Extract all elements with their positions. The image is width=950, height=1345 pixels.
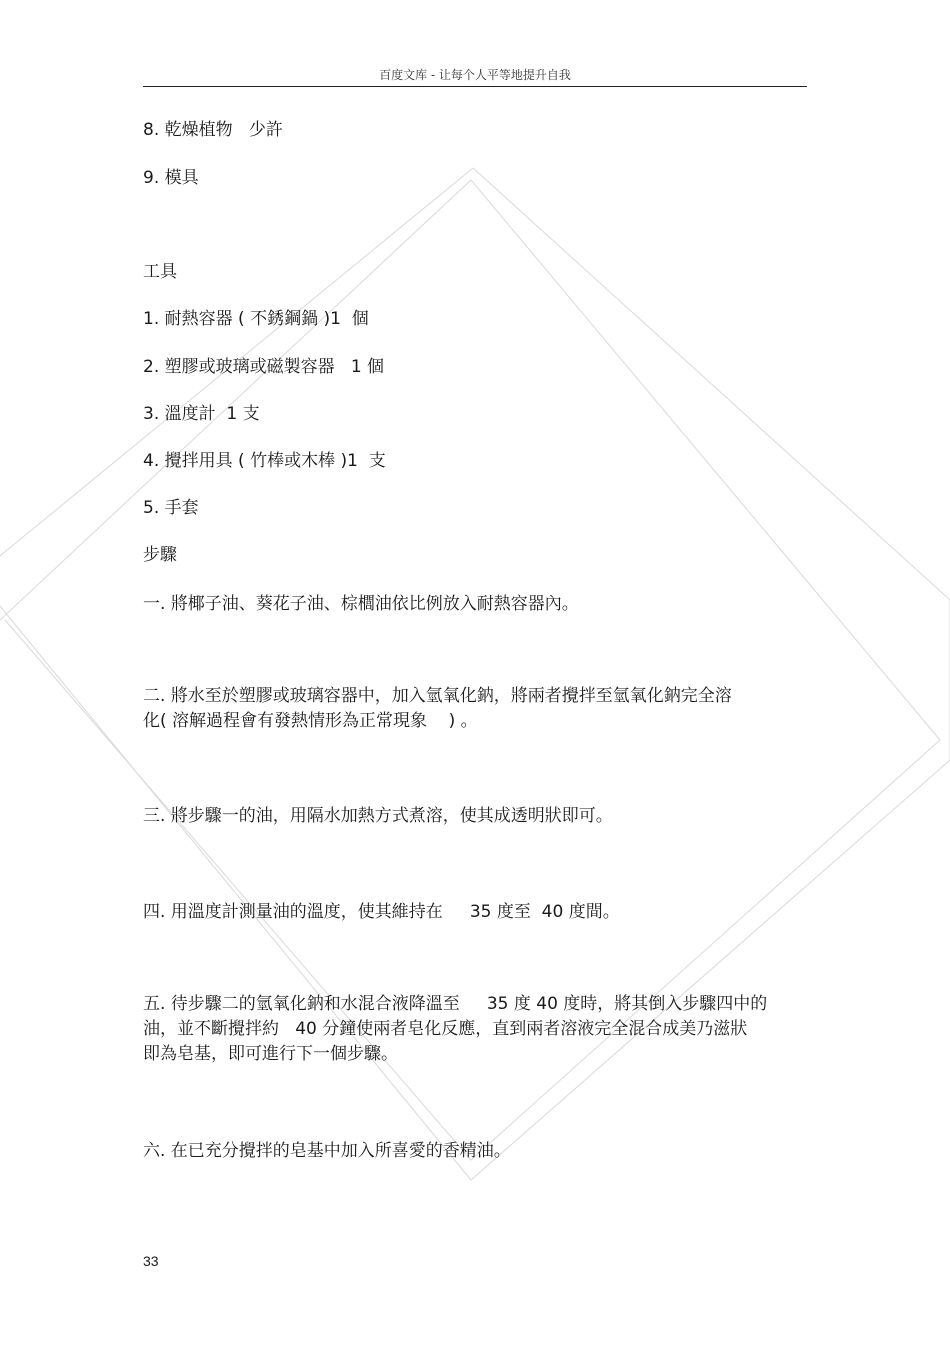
step-5-line-3: 即為皂基，即可進行下一個步驟。 — [143, 1044, 398, 1064]
step-5-line-2: 油，並不斷攪拌約 40 分鐘使兩者皂化反應，直到兩者溶液完全混合成美乃滋狀 — [143, 1019, 748, 1039]
material-item-9: 9. 模具 — [143, 168, 199, 188]
step-6: 六. 在已充分攪拌的皂基中加入所喜愛的香精油。 — [143, 1141, 511, 1161]
step-2-line-1: 二. 將水至於塑膠或玻璃容器中，加入氫氧化鈉，將兩者攪拌至氫氧化鈉完全溶 — [143, 686, 732, 706]
tool-item-4: 4. 攪拌用具 ( 竹棒或木棒 )1 支 — [143, 451, 386, 471]
step-2-line-2: 化( 溶解過程會有發熱情形為正常現象 ) 。 — [143, 711, 478, 731]
tool-item-5: 5. 手套 — [143, 498, 199, 518]
tool-item-3: 3. 溫度計 1 支 — [143, 404, 260, 424]
header-rule — [143, 86, 807, 87]
tools-heading: 工具 — [143, 262, 177, 282]
tool-item-2: 2. 塑膠或玻璃或磁製容器 1 個 — [143, 357, 385, 377]
step-5 — [143, 992, 793, 1067]
step-3: 三. 將步驟一的油，用隔水加熱方式煮溶，使其成透明狀即可。 — [143, 806, 613, 826]
page-number: 33 — [143, 1253, 159, 1269]
page-header: 百度文库 - 让每个人平等地提升自我 — [379, 68, 571, 82]
tool-item-1: 1. 耐熱容器 ( 不銹鋼鍋 )1 個 — [143, 309, 369, 329]
steps-heading: 步驟 — [143, 545, 177, 565]
material-item-8: 8. 乾燥植物 少許 — [143, 120, 283, 140]
step-2 — [143, 684, 793, 734]
step-1: 一. 將椰子油、葵花子油、棕櫚油依比例放入耐熱容器內。 — [143, 594, 579, 614]
step-5-line-1: 五. 待步驟二的氫氧化鈉和水混合液降溫至 35 度 40 度時，將其倒入步驟四中的 — [143, 994, 768, 1014]
step-4: 四. 用溫度計測量油的溫度，使其維持在 35 度至 40 度間。 — [143, 902, 620, 922]
